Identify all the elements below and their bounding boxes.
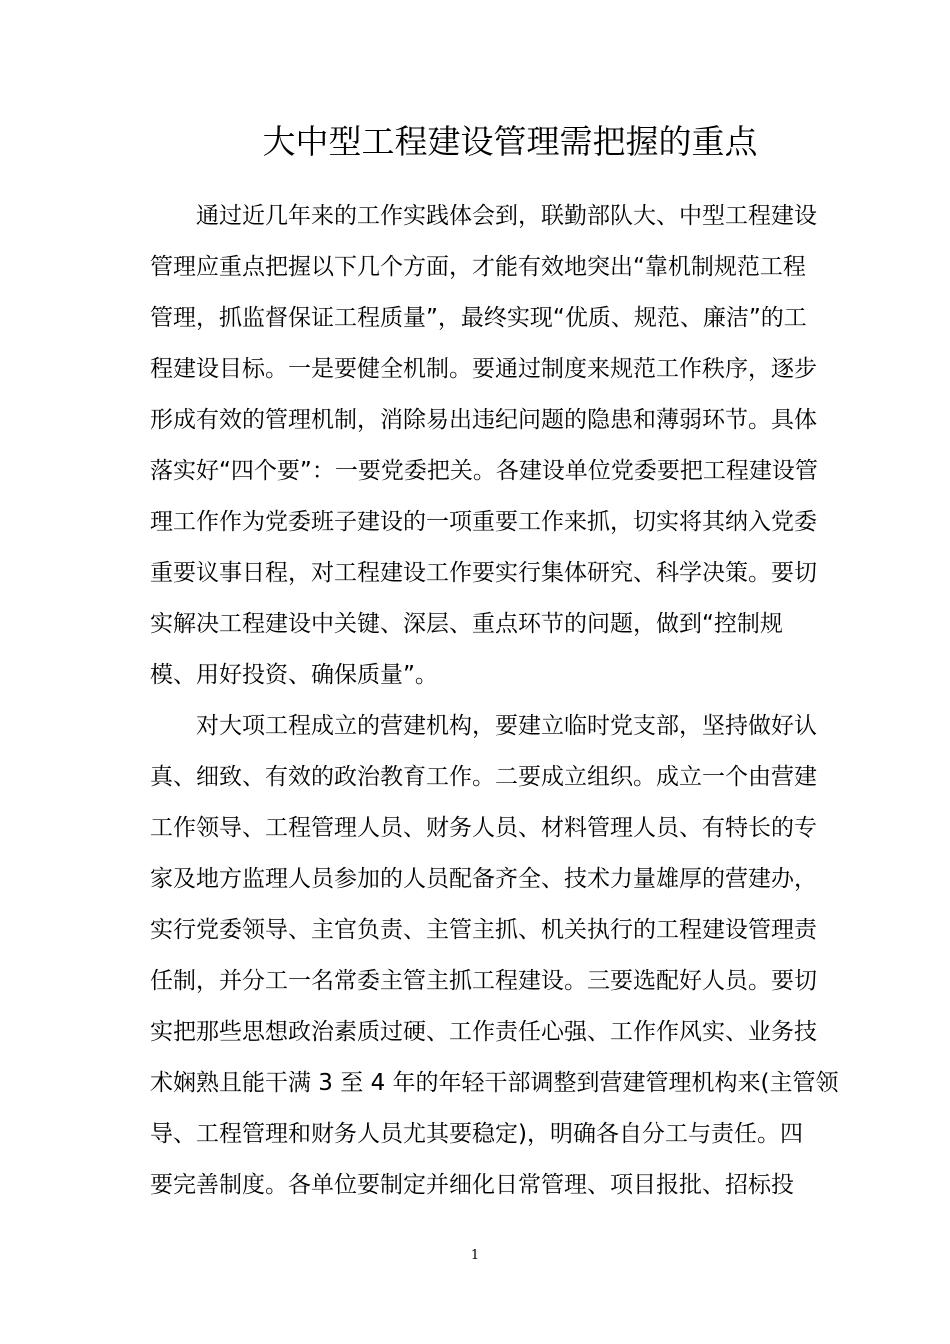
body-line: 模、用好投资、确保质量”。	[150, 662, 438, 688]
body-line: 术娴熟且能干满 3 至 4 年的年轻干部调整到营建管理机构来(主管领	[150, 1070, 839, 1096]
body-line: 实把那些思想政治素质过硬、工作责任心强、工作作风实、业务技	[150, 1019, 817, 1045]
body-line: 对大项工程成立的营建机构，要建立临时党支部，坚持做好认	[150, 713, 817, 739]
body-line: 实行党委领导、主官负责、主管主抓、机关执行的工程建设管理责	[150, 917, 817, 943]
body-line: 工作领导、工程管理人员、财务人员、材料管理人员、有特长的专	[150, 815, 817, 841]
page-number: 1	[470, 1248, 480, 1263]
body-line: 形成有效的管理机制，消除易出违纪问题的隐患和薄弱环节。具体	[150, 407, 817, 433]
body-line: 要完善制度。各单位要制定并细化日常管理、项目报批、招标投	[150, 1172, 794, 1198]
body-line: 管理应重点把握以下几个方面，才能有效地突出“靠机制规范工程	[150, 254, 806, 280]
body-line: 通过近几年来的工作实践体会到，联勤部队大、中型工程建设	[150, 203, 817, 229]
body-line: 任制，并分工一名常委主管主抓工程建设。三要选配好人员。要切	[150, 968, 817, 994]
body-line: 管理，抓监督保证工程质量”，最终实现“优质、规范、廉洁”的工	[150, 305, 807, 331]
body-line: 理工作作为党委班子建设的一项重要工作来抓，切实将其纳入党委	[150, 509, 817, 535]
body-line: 程建设目标。一是要健全机制。要通过制度来规范工作秩序，逐步	[150, 356, 817, 382]
body-line: 导、工程管理和财务人员尤其要稳定)，明确各自分工与责任。四	[150, 1121, 803, 1147]
document-title: 大中型工程建设管理需把握的重点	[262, 122, 758, 161]
body-line: 家及地方监理人员参加的人员配备齐全、技术力量雄厚的营建办，	[150, 866, 817, 892]
body-line: 实解决工程建设中关键、深层、重点环节的问题，做到“控制规	[150, 611, 783, 637]
body-line: 落实好“四个要”：一要党委把关。各建设单位党委要把工程建设管	[150, 458, 818, 484]
body-line: 真、细致、有效的政治教育工作。二要成立组织。成立一个由营建	[150, 764, 817, 790]
body-line: 重要议事日程，对工程建设工作要实行集体研究、科学决策。要切	[150, 560, 817, 586]
